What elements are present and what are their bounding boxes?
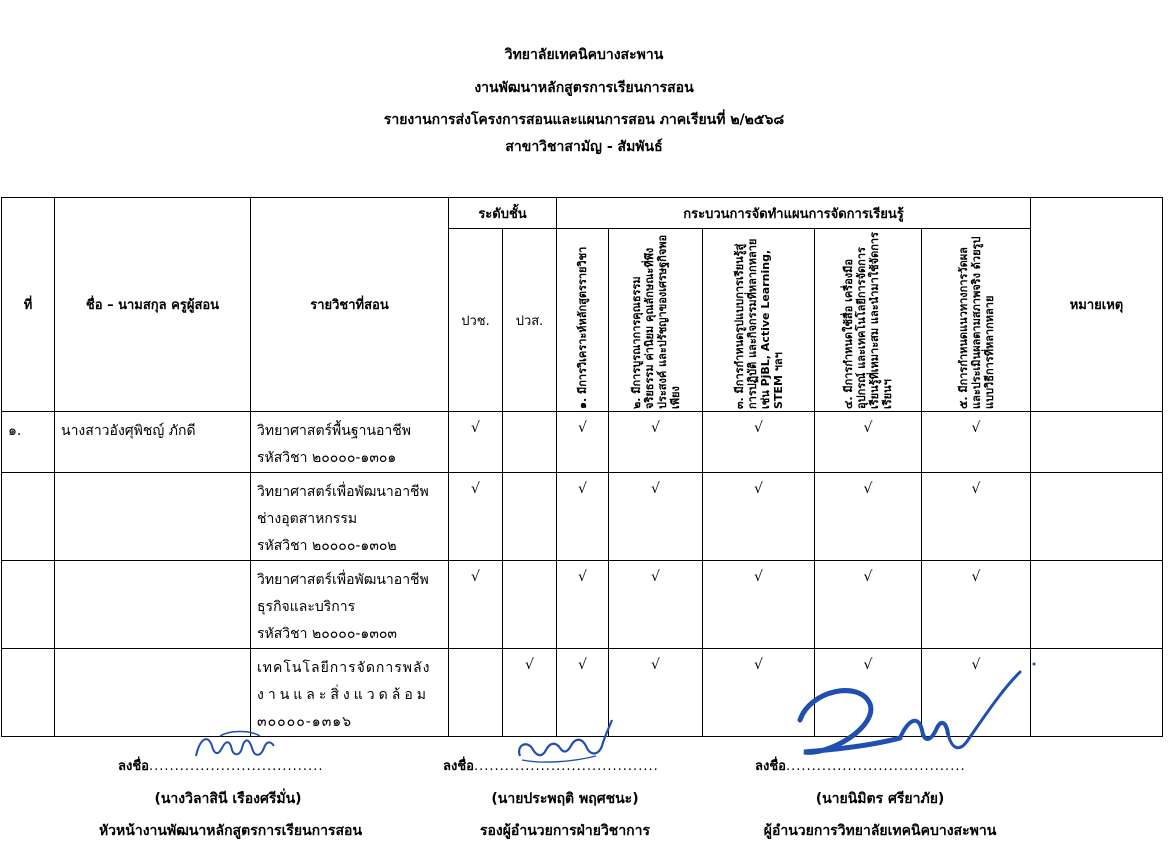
- subject-line: เทคโนโลยีการจัดการพลัง: [257, 660, 431, 676]
- row-no: [2, 473, 55, 561]
- empty-cell: [503, 473, 557, 561]
- check-mark: √: [703, 412, 815, 473]
- check-mark: √: [922, 561, 1031, 649]
- header-college: วิทยาลัยเทคนิคบางสะพาน: [504, 47, 664, 63]
- check-mark: √: [922, 649, 1031, 737]
- row-no: ๑.: [2, 412, 55, 473]
- col-header-level-pvc: ปวช.: [449, 229, 503, 412]
- col-header-level: ระดับชั้น: [449, 198, 557, 229]
- check-mark: √: [449, 412, 503, 473]
- process-item-1: ๑. มีการวิเคราะห์หลักสูตรรายวิชา: [576, 246, 589, 409]
- subject-line: วิทยาศาสตร์เพื่อพัฒนาอาชีพ: [257, 572, 429, 588]
- process-item-2: ๒. มีการบูรณาการคุณธรรม จริยธรรม ค่านิยม คุณลักษณะที่พึงประสงค์ และปรัชญาของเศรษฐกิจพอเพียง: [629, 234, 682, 409]
- check-mark: √: [449, 473, 503, 561]
- header-program: สาขาวิชาสามัญ - สัมพันธ์: [505, 139, 663, 155]
- signer-position-2: รองผู้อำนวยการฝ่ายวิชาการ: [479, 823, 651, 839]
- table-row: [2, 412, 1163, 473]
- subject-line: รหัสวิชา ๒๐๐๐๐-๑๓๐๓: [257, 626, 397, 642]
- signer-name-1: (นางวิลาสินี เรืองศรีมั่น): [154, 791, 302, 807]
- col-header-process: กระบวนการจัดทำแผนการจัดการเรียนรู้: [557, 198, 1031, 229]
- row-subject: [251, 473, 449, 561]
- check-mark: √: [503, 649, 557, 737]
- col-header-no: ที่: [2, 198, 55, 412]
- table-row: [2, 473, 1163, 561]
- handwritten-signature-3: [790, 660, 1040, 770]
- row-remark: [1031, 473, 1163, 561]
- signature-label: ลงชื่อ: [118, 759, 149, 774]
- check-mark: √: [703, 649, 815, 737]
- row-teacher-name: [55, 561, 251, 649]
- row-no: [2, 649, 55, 737]
- signature-label: ลงชื่อ: [443, 759, 474, 774]
- check-mark: √: [557, 412, 609, 473]
- check-mark: √: [557, 561, 609, 649]
- subject-line: วิทยาศาสตร์เพื่อพัฒนาอาชีพ: [257, 484, 429, 500]
- subject-line: ๓๐๐๐๐-๑๓๑๖: [257, 714, 353, 730]
- check-mark: √: [703, 561, 815, 649]
- row-remark: [1031, 561, 1163, 649]
- check-mark: √: [815, 649, 922, 737]
- check-mark: √: [609, 412, 703, 473]
- signer-position-1: หัวหน้างานพัฒนาหลักสูตรการเรียนการสอน: [98, 823, 363, 839]
- check-mark: √: [449, 561, 503, 649]
- signature-dots: ....................................: [473, 759, 659, 774]
- signature-dots: ...................................: [785, 759, 966, 774]
- subject-line: รหัสวิชา ๒๐๐๐๐-๑๓๐๒: [257, 538, 397, 554]
- col-header-remark: หมายเหตุ: [1031, 198, 1163, 412]
- check-mark: √: [922, 473, 1031, 561]
- check-mark: √: [703, 473, 815, 561]
- check-mark: √: [609, 561, 703, 649]
- subject-line: งานและสิ่งแวดล้อม: [257, 687, 430, 703]
- check-mark: √: [609, 649, 703, 737]
- subject-line: รหัสวิชา ๒๐๐๐๐-๑๓๐๑: [257, 450, 397, 466]
- header-department: งานพัฒนาหลักสูตรการเรียนการสอน: [474, 80, 694, 96]
- table-row: [2, 561, 1163, 649]
- col-header-level-pvs: ปวส.: [503, 229, 557, 412]
- signer-name-3: (นายนิมิตร ศรียาภัย): [815, 791, 945, 807]
- check-mark: √: [557, 649, 609, 737]
- signer-position-3: ผู้อำนวยการวิทยาลัยเทคนิคบางสะพาน: [763, 823, 997, 839]
- subject-line: วิทยาศาสตร์พื้นฐานอาชีพ: [257, 423, 412, 439]
- report-table: [1, 197, 1163, 737]
- col-header-subject: รายวิชาที่สอน: [251, 198, 449, 412]
- empty-cell: [449, 649, 503, 737]
- check-mark: √: [815, 561, 922, 649]
- empty-cell: [503, 412, 557, 473]
- row-subject: [251, 561, 449, 649]
- process-item-5: ๕. มีการกำหนดแนวทางการวัดผลและประเมินผลตามสภาพจริง ด้วยรูปแบบวิธีการที่หลากหลาย: [956, 236, 996, 409]
- signer-name-2: (นายประพฤติ พฤศชนะ): [491, 791, 639, 807]
- handwritten-signature-2: [512, 716, 622, 772]
- check-mark: √: [557, 473, 609, 561]
- empty-cell: [503, 561, 557, 649]
- row-teacher-name: [55, 649, 251, 737]
- check-mark: √: [609, 473, 703, 561]
- row-subject: [251, 412, 449, 473]
- handwritten-signature-1: [190, 726, 280, 766]
- process-item-4: ๔. มีการกำหนดใช้สื่อ เครื่องมือ อุปกรณ์ และเทคโนโลยีการจัดการเรียนรู้ที่เหมาะสม และนำมาใช้จัดการเรียนฯ: [842, 232, 894, 409]
- subject-line: ธุรกิจและบริการ: [257, 599, 356, 615]
- col-header-teacher-name: ชื่อ – นามสกุล ครูผู้สอน: [55, 198, 251, 412]
- row-remark: [1031, 649, 1163, 737]
- subject-line: ช่างอุตสาหกรรม: [257, 511, 358, 527]
- check-mark: √: [815, 412, 922, 473]
- process-item-3: ๓. มีการกำหนดรูปแบบการเรียนรู้สู่การปฏิบัติ และกิจกรรมที่หลากหลาย เช่น PjBL, Active Learning, STEM ฯลฯ: [732, 238, 785, 409]
- row-teacher-name: นางสาวอังศุพิชญ์ ภักดี: [55, 412, 251, 473]
- header-report-title: รายงานการส่งโครงการสอนและแผนการสอน ภาคเรียนที่ ๒/๒๕๖๘: [383, 112, 785, 128]
- signature-dots: ..................................: [148, 759, 324, 774]
- row-no: [2, 561, 55, 649]
- row-remark: [1031, 412, 1163, 473]
- check-mark: √: [922, 412, 1031, 473]
- row-subject: [251, 649, 449, 737]
- row-teacher-name: [55, 473, 251, 561]
- signature-label: ลงชื่อ: [755, 759, 786, 774]
- check-mark: √: [815, 473, 922, 561]
